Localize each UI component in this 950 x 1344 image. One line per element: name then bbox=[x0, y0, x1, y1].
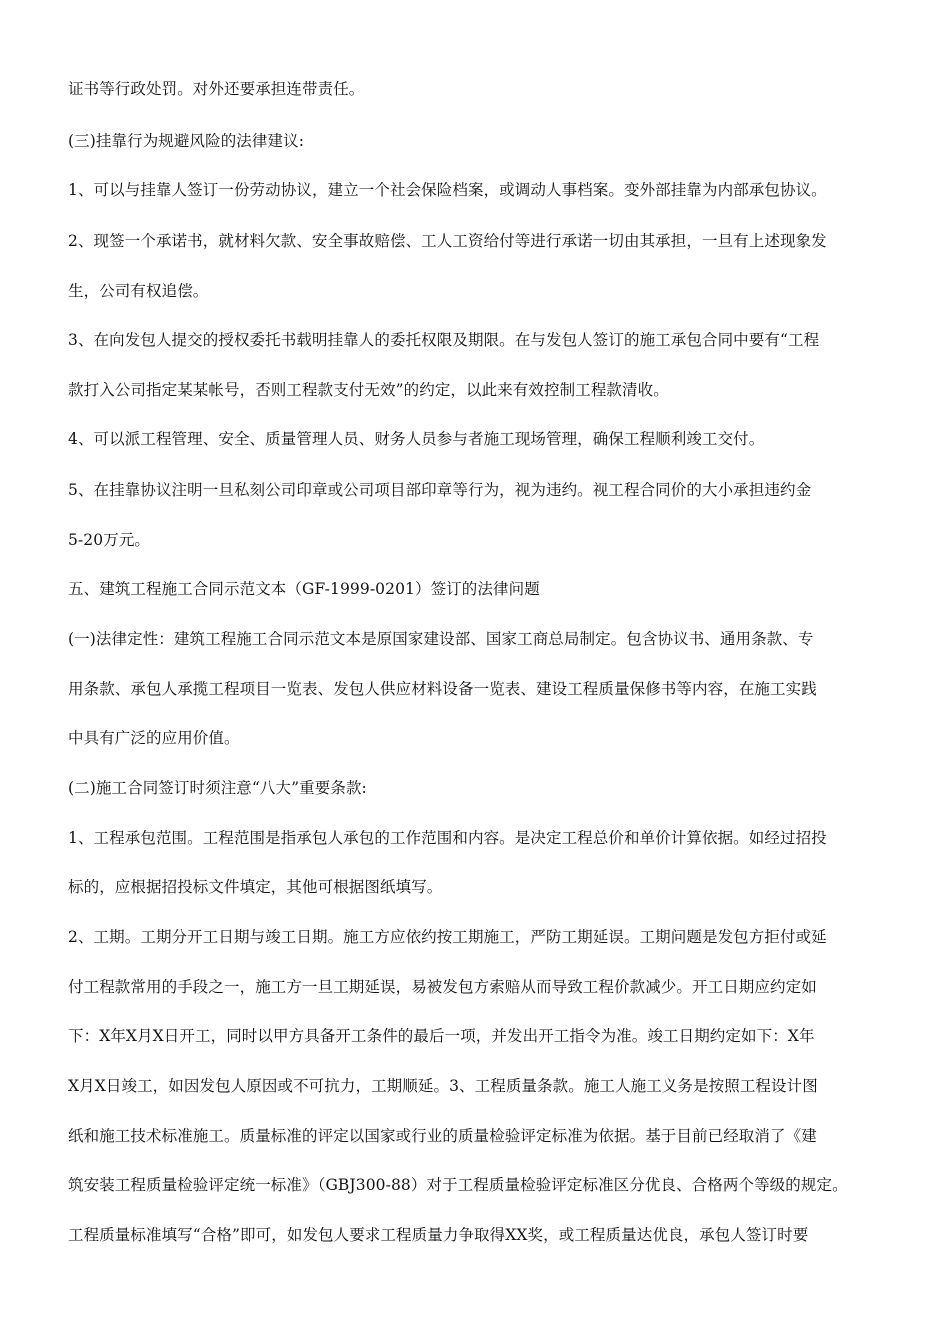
text-line: 标的，应根据招投标文件填定，其他可根据图纸填写。 bbox=[68, 878, 443, 896]
text-line: 用条款、承包人承揽工程项目一览表、发包人供应材料设备一览表、建设工程质量保修书等内容，在施工实践 bbox=[68, 680, 817, 698]
text-line: 纸和施工技术标准施工。质量标准的评定以国家或行业的质量检验评定标准为依据。基于目前已经取消了《建 bbox=[68, 1127, 817, 1145]
subsection-heading: (二)施工合同签订时须注意“八大”重要条款: bbox=[68, 779, 367, 797]
text-line: 2、工期。工期分开工日期与竣工日期。施工方应依约按工期施工，严防工期延误。工期问题是发包方拒付或延 bbox=[68, 928, 827, 946]
text-line: 生，公司有权追偿。 bbox=[68, 282, 209, 300]
text-line: 1、可以与挂靠人签订一份劳动协议，建立一个社会保险档案，或调动人事档案。变外部挂靠为内部承包协议。 bbox=[68, 181, 827, 199]
text-line: 3、在向发包人提交的授权委托书载明挂靠人的委托权限及期限。在与发包人签订的施工承包合同中要有“工程 bbox=[68, 331, 820, 349]
text-line: 中具有广泛的应用价值。 bbox=[68, 729, 240, 747]
text-line: 5-20万元。 bbox=[68, 531, 151, 549]
text-line: 5、在挂靠协议注明一旦私刻公司印章或公司项目部印章等行为，视为违约。视工程合同价的大小承担违约金 bbox=[68, 481, 812, 499]
section-heading-3: (三)挂靠行为规避风险的法律建议: bbox=[68, 132, 305, 150]
text-line: 下：X年X月X日开工，同时以甲方具备开工条件的最后一项，并发出开工指令为准。竣工日期约定如下：X年 bbox=[68, 1027, 815, 1045]
section-heading-5: 五、建筑工程施工合同示范文本（GF-1999-0201）签订的法律问题 bbox=[68, 580, 540, 598]
text-line: X月X日竣工，如因发包人原因或不可抗力，工期顺延。3、工程质量条款。施工人施工义务是按照工程设计图 bbox=[68, 1077, 818, 1095]
text-line: 工程质量标准填写“合格”即可，如发包人要求工程质量力争取得XX奖，或工程质量达优良，承包人签订时要 bbox=[68, 1226, 809, 1244]
text-line: 筑安装工程质量检验评定统一标准》（GBJ300-88）对于工程质量检验评定标准区分优良、合格两个等级的规定。 bbox=[68, 1176, 848, 1194]
text-line: (一)法律定性：建筑工程施工合同示范文本是原国家建设部、国家工商总局制定。包含协议书、通用条款、专 bbox=[68, 630, 814, 648]
text-line: 付工程款常用的手段之一，施工方一旦工期延误，易被发包方索赔从而导致工程价款减少。开工日期应约定如 bbox=[68, 978, 817, 996]
text-line: 4、可以派工程管理、安全、质量管理人员、财务人员参与者施工现场管理，确保工程顺利竣工交付。 bbox=[68, 430, 765, 448]
text-line: 1、工程承包范围。工程范围是指承包人承包的工作范围和内容。是决定工程总价和单价计算依据。如经过招投 bbox=[68, 829, 827, 847]
text-line: 证书等行政处罚。对外还要承担连带责任。 bbox=[68, 80, 365, 98]
text-line: 2、现签一个承诺书，就材料欠款、安全事故赔偿、工人工资给付等进行承诺一切由其承担，一旦有上述现象发 bbox=[68, 232, 827, 250]
text-line: 款打入公司指定某某帐号，否则工程款支付无效”的约定，以此来有效控制工程款清收。 bbox=[68, 381, 669, 399]
